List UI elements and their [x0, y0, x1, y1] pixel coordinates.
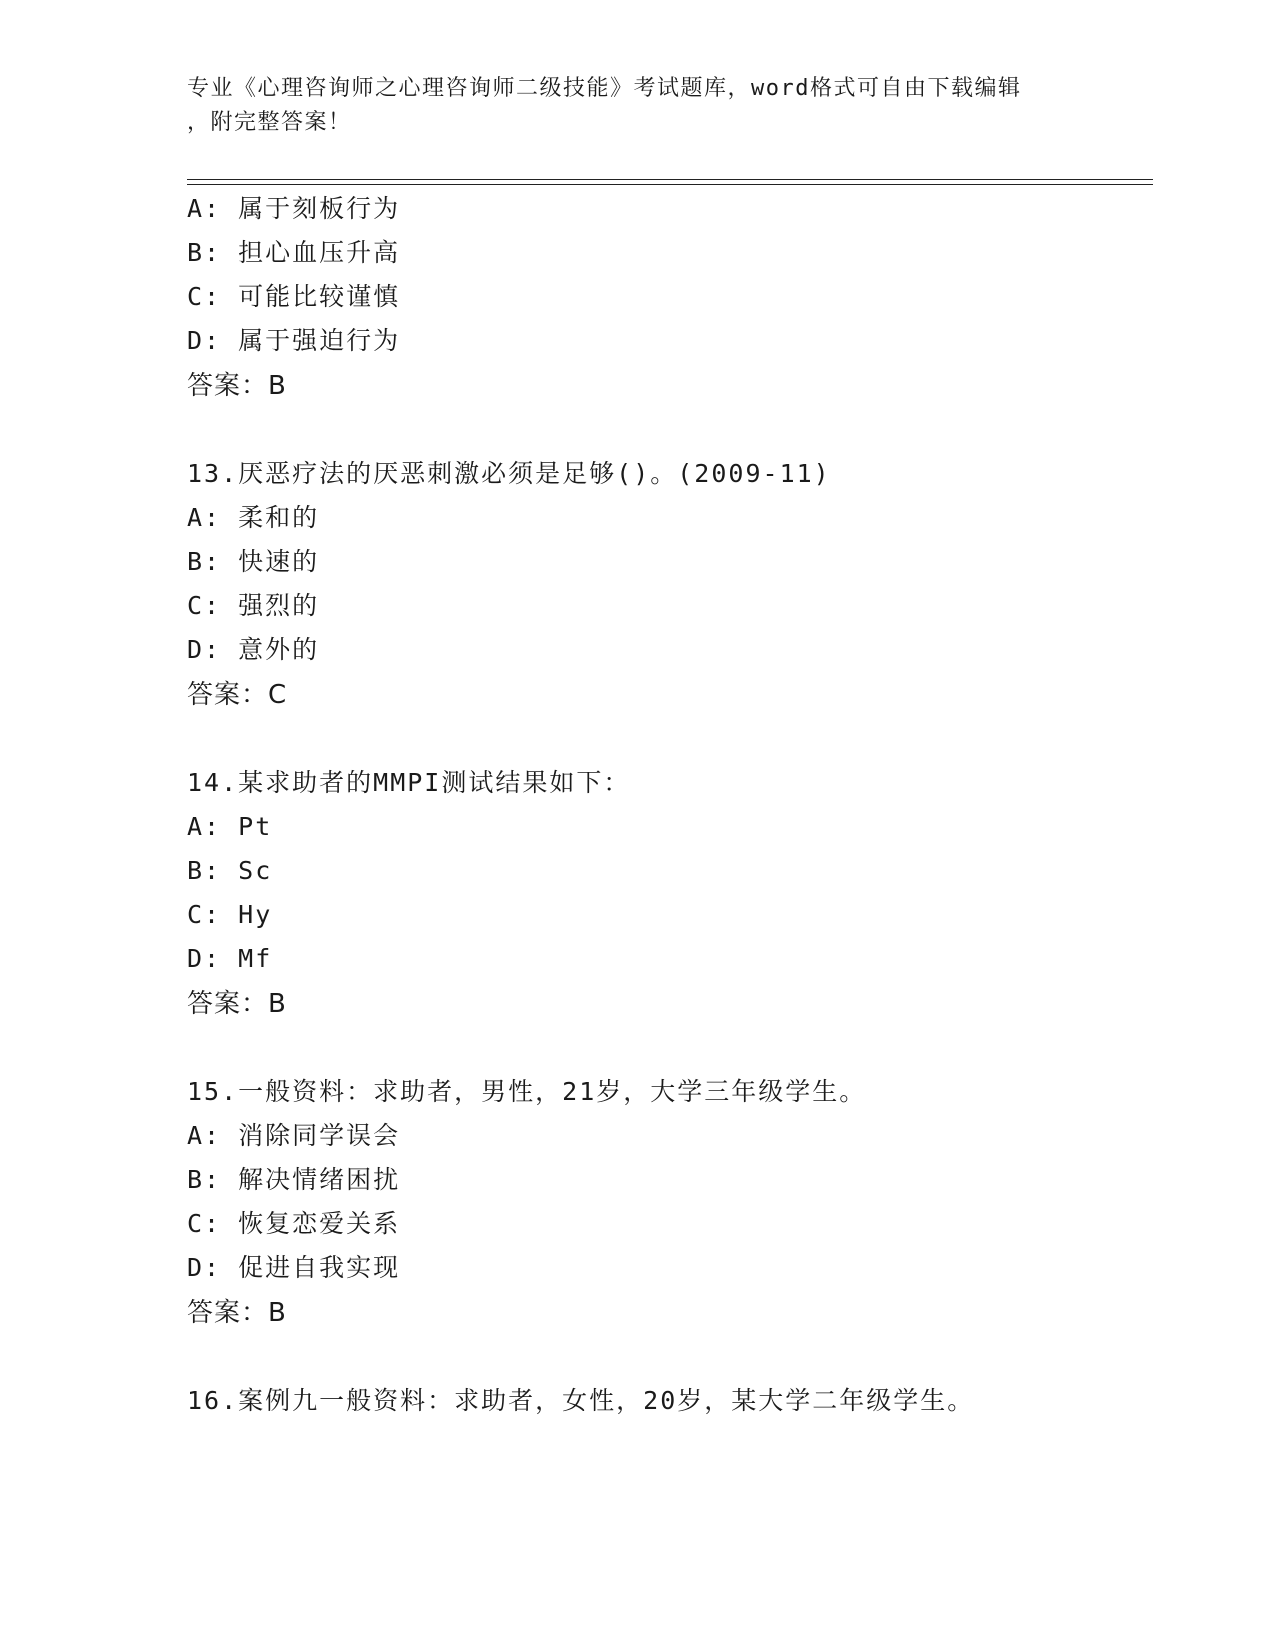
- q14-option-d: D: Mf: [187, 944, 273, 973]
- q12-answer: 答案：B: [187, 371, 287, 401]
- q13-option-c: C: 强烈的: [187, 591, 320, 620]
- q15-question: 15.一般资料：求助者，男性，21岁，大学三年级学生。: [187, 1077, 867, 1106]
- q15-option-a: A: 消除同学误会: [187, 1121, 401, 1150]
- header-line-2: ，附完整答案！: [187, 110, 352, 135]
- q12-option-c: C: 可能比较谨慎: [187, 282, 401, 311]
- q12-option-d: D: 属于强迫行为: [187, 326, 401, 355]
- q13-option-b: B: 快速的: [187, 547, 320, 576]
- header-divider-top: [187, 179, 1153, 180]
- q15-option-d: D: 促进自我实现: [187, 1253, 401, 1282]
- q14-option-c: C: Hy: [187, 900, 273, 929]
- q14-answer: 答案：B: [187, 989, 287, 1019]
- q12-option-b: B: 担心血压升高: [187, 238, 401, 267]
- q13-option-a: A: 柔和的: [187, 503, 320, 532]
- q12-option-a: A: 属于刻板行为: [187, 194, 401, 223]
- q14-option-a: A: Pt: [187, 812, 273, 841]
- q13-answer: 答案：C: [187, 680, 288, 710]
- q13-option-d: D: 意外的: [187, 635, 320, 664]
- q15-answer: 答案：B: [187, 1298, 287, 1328]
- q14-question: 14.某求助者的MMPI测试结果如下：: [187, 768, 631, 797]
- header-line-1: 专业《心理咨询师之心理咨询师二级技能》考试题库，word格式可自由下载编辑: [187, 76, 1022, 101]
- q15-option-c: C: 恢复恋爱关系: [187, 1209, 401, 1238]
- q16-question: 16.案例九一般资料：求助者，女性，20岁，某大学二年级学生。: [187, 1386, 975, 1415]
- q15-option-b: B: 解决情绪困扰: [187, 1165, 401, 1194]
- header-divider-bottom: [187, 184, 1153, 185]
- q13-question: 13.厌恶疗法的厌恶刺激必须是足够()。(2009-11): [187, 459, 831, 488]
- document-header: [187, 72, 1077, 140]
- q14-option-b: B: Sc: [187, 856, 273, 885]
